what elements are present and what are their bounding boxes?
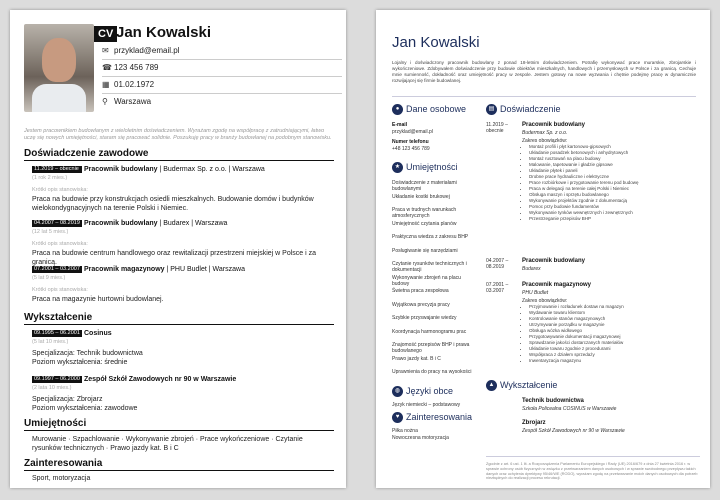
contact-birthdate [102,80,154,89]
skill-item: Wyjątkowa precyzja pracy [392,301,450,308]
edu-school [84,376,236,383]
job-title-line: Pracownik budowlany | Budarex | Warszawa [84,220,228,227]
cv-page-modern [376,10,710,488]
photo-shirt [32,84,86,112]
calendar-icon: ▦ [102,80,110,89]
cv-badge: CV [94,26,117,42]
job-company: Budarex [163,220,190,227]
gdpr-clause: Zgodnie z art. 6 ust. 1 lit. a Rozporządzenia Parlamentu Europejskiego i Rady (UE) 2016/679 z dnia 27 kwietnia 2016 r. w sprawie ochrony osób fizycznych w związku z przetwarzaniem danych osobowych i w sprawie swobodnego przepływu takich danych oraz uchylenia dyrektywy 95/46/WE (RODO), wyrażam zgodę na przetwarzanie moich danych osobowych dla potrzeb niezbędnych do realizacji procesu rekrutacji. [486,462,698,481]
divider [392,96,696,97]
edu-specialization [32,396,102,403]
duty-item: • Wydawanie towaru klientom [529,310,701,316]
profile-photo [24,24,94,112]
section-title-text: Zainteresowania [406,412,473,422]
skill-item: Praktyczna wiedza z zakresu BHP [392,234,469,240]
duties-label: Zakres obowiązków: [522,138,568,144]
language-item: Język niemiecki – podstawowy [392,402,461,408]
duty-item: • Kontrolowanie stanów magazynowych [529,316,701,322]
duty-item: • Przyjmowanie i rozładunek dostaw na magazyn [529,304,701,310]
skill-item: Szybkie przyswajanie wiedzy [392,315,457,321]
envelope-icon: ✉ [102,46,109,55]
duty-item: • Utrzymywanie porządku w magazynie [529,322,701,328]
job-title-line: Pracownik budowlany | Budermax Sp. z o.o. | Warszawa [84,166,265,173]
skill-item: Posługiwanie się narzędziami [392,247,458,254]
cv-page-classic [10,10,346,488]
heart-icon: ♥ [392,412,403,423]
contact-city [102,97,151,106]
city-text: Warszawa [114,97,152,106]
job-scope-label: Krótki opis stanowiska: [32,187,88,193]
job-scope-label: Krótki opis stanowiska: [32,241,88,247]
job-scope-label: Krótki opis stanowiska: [32,287,88,293]
duty-item: • Montaż profili i płyt kartonowo-gipsowych [529,144,701,150]
interest-item: Piłka nożna [392,428,418,434]
section-title-text: Wykształcenie [500,380,558,390]
job-city: Warszawa [232,166,265,173]
edu-place: Szkoła Policealna COSINUS w Warszawie [522,406,617,412]
edu-place: Zespół Szkół Zawodowych nr 90 w Warszawie [522,428,625,434]
duty-item: • Układanie płytek i paneli [529,168,701,174]
edu-dates: 09.1995 – 06.2001 [32,330,82,337]
candidate-name: Jan Kowalski [116,24,212,41]
profile-summary: Jestem pracownikiem budowlanym z wieloletnim doświadczeniem. Wyrażam zgodę na współpracę z zatrudniającymi, łatwo uczę się nowych umiejętności, staram się pracować solidnie. Poszukuję pracy w branży budowlanej na podobnym stanowisku. [24,128,332,141]
job-description: Praca na budowie centrum handlowego oraz rewitalizacji przestrzeni miejskiej w Polsce i za granicą. [32,250,317,266]
skill-item: Prawo jazdy kat. B i C [392,355,441,362]
duty-item: • Wykonywanie tynków wewnętrznych i zewnętrznych [529,210,701,216]
job-dates: 04.2007 – 08.2019 [486,258,509,270]
edu-school [84,330,112,337]
duty-item: • Przestrzeganie przepisów BHP [529,216,701,222]
duty-item: • Praca w delegacji na terenie całej Polski i Niemiec [529,186,701,192]
duty-item: • Prace rozbiórkowe i przygotowanie terenu pod budowę [529,180,701,186]
job-dates: 04.2007 – 08.2019 [32,220,82,227]
job-company: PHU Budlet [170,266,207,273]
phone-text: 123 456 789 [114,63,159,72]
skill-item: Świetna praca zespołowa [392,288,449,294]
skill-item: Doświadczenie z materiałami budowlanymi [392,180,457,192]
job-title: Pracownik budowlany [522,122,586,128]
briefcase-icon: ▤ [486,104,497,115]
job-duration: (5 lat 9 mies.) [32,275,66,281]
section-title-text: Dane osobowe [406,104,467,114]
job-dates: 11.2019 – obecnie [486,122,508,134]
duty-item: • Układanie towaru zgodnie z procedurami [529,346,701,352]
contact-email [102,46,179,55]
birthdate-text: 01.02.1972 [114,80,155,89]
job-title: Pracownik budowlany [522,258,586,264]
job-description: Praca na budowie przy konstrukcjach osiedli mieszkalnych. Budowanie domów i budynków wielokondygnacyjnych na terenie Polski i Niemiec. [32,196,314,212]
phone-icon: ☎ [102,63,112,72]
job-description: Praca na magazynie hurtowni budowlanej. [32,296,164,303]
section-experience-title: Doświadczenie zawodowe [24,148,334,161]
section-title-text: Umiejętności [406,162,458,172]
contact-phone [102,63,159,72]
skill-item: Znajomość przepisów BHP i prawa budowlanego [392,342,470,354]
phone-label: Numer telefonu [392,139,429,145]
job-dates: 07.2001 – 03.2007 [486,282,509,294]
divider [102,59,342,60]
section-title-text: Języki obce [406,386,454,396]
skill-item: Uprawnienia do pracy na wysokości [392,369,472,375]
skill-item: Czytanie rysunków technicznych i dokumentacji [392,261,467,273]
candidate-name: Jan Kowalski [392,34,480,51]
graduation-cap-icon: ▲ [486,380,497,391]
duties-label: Zakres obowiązków: [522,298,568,304]
edu-level [32,359,127,366]
duties-list [522,144,701,222]
section-title-text: Doświadczenie [500,104,561,114]
label: Specjalizacja: [32,396,75,403]
skill-item: Umiejętność czytania planów [392,220,457,227]
photo-face [42,38,76,82]
duty-item: • Wykonywanie projektów zgodnie z dokumentacją [529,198,701,204]
duties-list [522,304,701,364]
section-languages-title [392,386,453,397]
section-interests-title [392,412,472,423]
section-skills-title [392,162,458,173]
divider [486,456,700,457]
job-duration: (12 lat 5 mies.) [32,229,69,235]
school-name: Cosinus [84,330,112,337]
edu-duration: (2 lata 10 mies.) [32,385,72,391]
edu-level [32,405,137,412]
divider [102,93,342,94]
job-dates: 07.2001 – 03.2007 [32,266,82,273]
value: zawodowe [104,405,138,412]
edu-dates: 09.1997 – 06.2000 [32,376,82,383]
value: Technik budownictwa [76,350,143,357]
duty-item: • Współpraca z działem sprzedaży [529,352,701,358]
job-title: Pracownik budowlany [84,220,158,227]
edu-specialization [32,350,143,357]
job-title-line: Pracownik magazynowy | PHU Budlet | Warszawa [84,266,245,273]
job-company: Budermax Sp. z o.o. [522,130,568,136]
section-interests-title: Zainteresowania [24,458,334,471]
job-company: Budermax Sp. z o.o. [163,166,227,173]
skill-item: Koordynacja harmonogramu prac [392,328,467,335]
value: Zbrojarz [76,396,103,403]
skills-list: Murowanie · Szpachlowanie · Wykonywanie zbrojeń · Prace wykończeniowe · Czytanie rysunków technicznych · Prawo jazdy kat. B i C [32,436,303,452]
email-label: E-mail [392,122,408,128]
job-title: Pracownik magazynowy [522,282,592,288]
value: średnie [104,359,128,366]
duty-item: • Pomoc przy budowie fundamentów [529,204,701,210]
section-personal-title [392,104,466,115]
duty-item: • Inwentaryzacja magazynu [529,358,701,364]
duty-item: • Drobne prace hydrauliczne i elektryczne [529,174,701,180]
section-skills-title: Umiejętności [24,418,334,431]
divider [102,76,342,77]
edu-duration: (5 lat 10 mies.) [32,339,69,345]
section-education-title [486,380,557,391]
duty-item: • Przygotowywanie dokumentacji magazynowej [529,334,701,340]
phone-value: +48 123 456 789 [392,146,430,152]
skill-item: Układanie kostki brukowej [392,193,450,200]
label: Poziom wykształcenia: [32,359,103,366]
edu-school: Zbrojarz [522,420,546,426]
job-company: PHU Budlet [522,290,549,296]
interests-text: Sport, motoryzacja [32,475,91,482]
job-title: Pracownik magazynowy [84,266,165,273]
job-city: Warszawa [195,220,228,227]
email-value: przyklad@email.pl [392,129,433,135]
edu-school: Technik budownictwa [522,398,584,404]
duty-item: • Obsługa maszyn i sprzętu budowlanego [529,192,701,198]
job-duration: (1 rok 2 mies.) [32,175,68,181]
label: Specjalizacja: [32,350,75,357]
skill-item: Praca w trudnych warunkach atmosferycznych [392,207,457,219]
duty-item: • Montaż rusztowań na placu budowy [529,156,701,162]
duty-item: • Sprawdzanie jakości dostarczanych materiałów [529,340,701,346]
duty-item: • Malowanie, tapetowanie i gładzie gipsowe [529,162,701,168]
interest-item: Nowoczesna motoryzacja [392,435,449,441]
section-experience-title [486,104,561,115]
school-name: Zespół Szkół Zawodowych nr 90 w Warszawie [84,376,237,383]
job-city: Warszawa [212,266,245,273]
email-text: przyklad@email.pl [114,46,180,55]
globe-icon: ◍ [392,386,403,397]
person-icon: ● [392,104,403,115]
job-company: Budarex [522,266,541,272]
profile-summary: Lojalny i doświadczony pracownik budowlany z ponad 18-letnim doświadczeniem. Potrafię wykonywać prace murarskie, zbrojarskie i wykończeniowe. Zdobywałem doświadczenie przy budowie obiektów mieszkalnych, handlowych i przemysłowych w Polsce i za granicą. Cechuje mnie sumienność, dokładność oraz umiejętność pracy w zespole. Jestem gotowy na nowe wyzwania i chętnie podejmę pracę w dynamicznie rozwijającej się firmie budowlanej. [392,60,696,83]
section-education-title: Wykształcenie [24,312,334,325]
job-dates: 11.2019 – obecnie [32,166,82,173]
job-title: Pracownik budowlany [84,166,158,173]
label: Poziom wykształcenia: [32,405,103,412]
star-icon: ★ [392,162,403,173]
duty-item: • Obsługa wózka widłowego [529,328,701,334]
location-pin-icon: ⚲ [102,97,108,106]
skill-item: Wykonywanie zbrojeń na placu budowy [392,274,461,287]
duty-item: • Układanie posadzek betonowych i anhydrytowych [529,150,701,156]
